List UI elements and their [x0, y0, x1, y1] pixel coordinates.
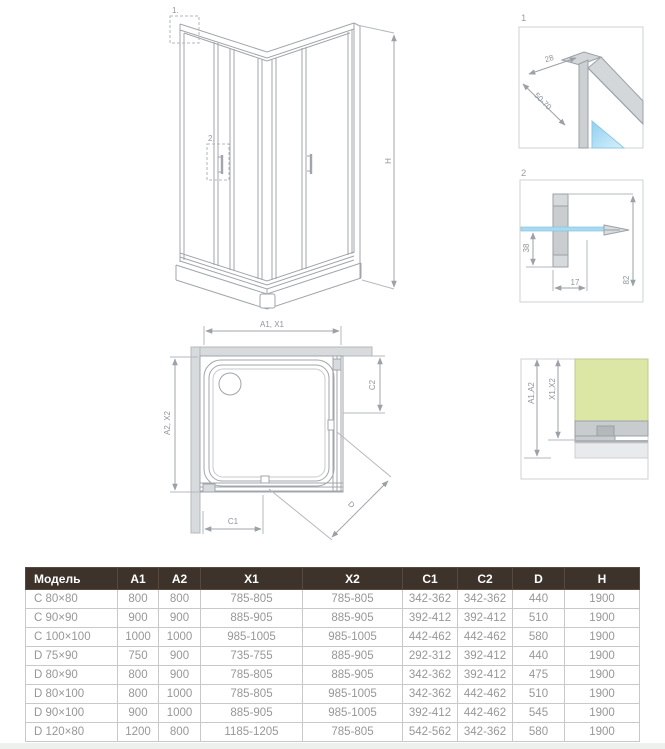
cell: 900: [118, 704, 159, 723]
cell: 1000: [118, 628, 159, 647]
cell: 545: [513, 704, 565, 723]
cell: 785-805: [303, 723, 403, 742]
dim-label-28: 28: [543, 52, 555, 65]
cell: 785-805: [201, 590, 303, 609]
header-model: Модель: [26, 568, 118, 590]
cell: 985-1005: [303, 704, 403, 723]
cell: 440: [513, 590, 565, 609]
header-x2: X2: [303, 568, 403, 590]
cell-model: C 100×100: [26, 628, 118, 647]
cell: 475: [513, 666, 565, 685]
cell: 342-362: [403, 685, 458, 704]
dim-label-h: H: [384, 158, 393, 164]
cell: 442-462: [458, 628, 513, 647]
cell: 800: [118, 685, 159, 704]
header-a2: A2: [159, 568, 201, 590]
cell: 292-312: [403, 647, 458, 666]
cell-model: D 75×90: [26, 647, 118, 666]
header-d: D: [513, 568, 565, 590]
cell: 885-905: [201, 609, 303, 628]
table-row: [26, 666, 640, 685]
cell: 392-412: [458, 647, 513, 666]
bottom-divider: [0, 743, 665, 749]
header-h: H: [565, 568, 640, 590]
cell: 342-362: [403, 666, 458, 685]
detail-1-number: 1: [521, 13, 527, 24]
cell-model: D 90×100: [26, 704, 118, 723]
cell: 900: [118, 609, 159, 628]
cell: 510: [513, 685, 565, 704]
cell: 785-805: [303, 590, 403, 609]
detail-2-number: 2: [521, 168, 527, 179]
table-row: [26, 609, 640, 628]
cell: 1900: [565, 704, 640, 723]
cell: 885-905: [201, 704, 303, 723]
cell: 800: [118, 590, 159, 609]
dim-label-c2: C2: [368, 379, 377, 391]
door-handle-left: [218, 155, 222, 174]
cell: 800: [159, 590, 201, 609]
cell: 1000: [159, 685, 201, 704]
table-row: [26, 628, 640, 647]
cell: 885-905: [303, 666, 403, 685]
section-drawing: [521, 359, 648, 479]
cell: 800: [159, 723, 201, 742]
cell: 342-362: [458, 723, 513, 742]
table-row: [26, 647, 640, 666]
dim-label-17: 17: [570, 278, 580, 287]
dim-label-d: D: [346, 499, 357, 510]
plan-handle-right: [328, 420, 334, 430]
header-c1: C1: [403, 568, 458, 590]
cell: 580: [513, 628, 565, 647]
cell: 900: [159, 609, 201, 628]
cell: 785-805: [201, 685, 303, 704]
dim-label-a2x2: A2, X2: [163, 410, 172, 436]
detail-1-drawing: [519, 27, 643, 148]
dim-label-x1x2: X1,X2: [548, 378, 557, 400]
cell: 985-1005: [303, 628, 403, 647]
perspective-drawing: [170, 16, 394, 309]
cell: 442-462: [458, 704, 513, 723]
header-c2: C2: [458, 568, 513, 590]
callout-label-2: 2.: [208, 134, 215, 143]
cell: 885-905: [303, 647, 403, 666]
dim-label-38: 38: [522, 243, 531, 253]
cell: 900: [159, 647, 201, 666]
cell: 750: [118, 647, 159, 666]
cell: 1900: [565, 723, 640, 742]
cell: 900: [159, 666, 201, 685]
cell: 985-1005: [303, 685, 403, 704]
cell: 342-362: [403, 590, 458, 609]
cell-model: D 120×80: [26, 723, 118, 742]
drain-circle: [219, 373, 241, 395]
cell: 800: [118, 666, 159, 685]
cell-model: C 90×90: [26, 609, 118, 628]
dim-label-c1: C1: [227, 517, 239, 526]
dimension-h: [357, 25, 394, 289]
cell-model: D 80×100: [26, 685, 118, 704]
cell: 1185-1205: [201, 723, 303, 742]
dim-label-a1a2: A1,A2: [527, 382, 536, 404]
header-x1: X1: [201, 568, 303, 590]
cell: 1900: [565, 609, 640, 628]
plan-handle-bottom: [261, 476, 269, 483]
cell: 1900: [565, 666, 640, 685]
cell: 442-462: [403, 628, 458, 647]
spec-table: [25, 567, 640, 742]
cell: 1900: [565, 590, 640, 609]
cell: 785-805: [201, 666, 303, 685]
cell: 510: [513, 609, 565, 628]
cell-model: C 80×80: [26, 590, 118, 609]
glass-panel: [575, 359, 648, 421]
table-row: [26, 704, 640, 723]
cell: 1900: [565, 647, 640, 666]
table-row: [26, 723, 640, 742]
cell: 442-462: [458, 685, 513, 704]
callout-label-1: 1.: [172, 6, 179, 15]
cell: 392-412: [403, 704, 458, 723]
header-a1: A1: [118, 568, 159, 590]
dim-label-a1x1: A1, X1: [259, 320, 285, 329]
cell: 1000: [159, 704, 201, 723]
cell: 542-562: [403, 723, 458, 742]
cell: 580: [513, 723, 565, 742]
dim-label-82: 82: [622, 275, 631, 285]
cell: 392-412: [403, 609, 458, 628]
cell: 1900: [565, 628, 640, 647]
plan-drawing: [170, 326, 391, 540]
table-row: [26, 590, 640, 609]
cell: 1200: [118, 723, 159, 742]
cell: 1900: [565, 685, 640, 704]
dim-label-50-70: 50-70: [532, 90, 554, 112]
cell: 440: [513, 647, 565, 666]
cell: 1000: [159, 628, 201, 647]
cell: 985-1005: [201, 628, 303, 647]
cell: 885-905: [303, 609, 403, 628]
cell: 735-755: [201, 647, 303, 666]
cell: 392-412: [458, 666, 513, 685]
cell: 342-362: [458, 590, 513, 609]
cell-model: D 80×90: [26, 666, 118, 685]
door-handle-right: [307, 154, 311, 174]
table-header-row: [26, 568, 640, 590]
table-row: [26, 685, 640, 704]
cell: 392-412: [458, 609, 513, 628]
